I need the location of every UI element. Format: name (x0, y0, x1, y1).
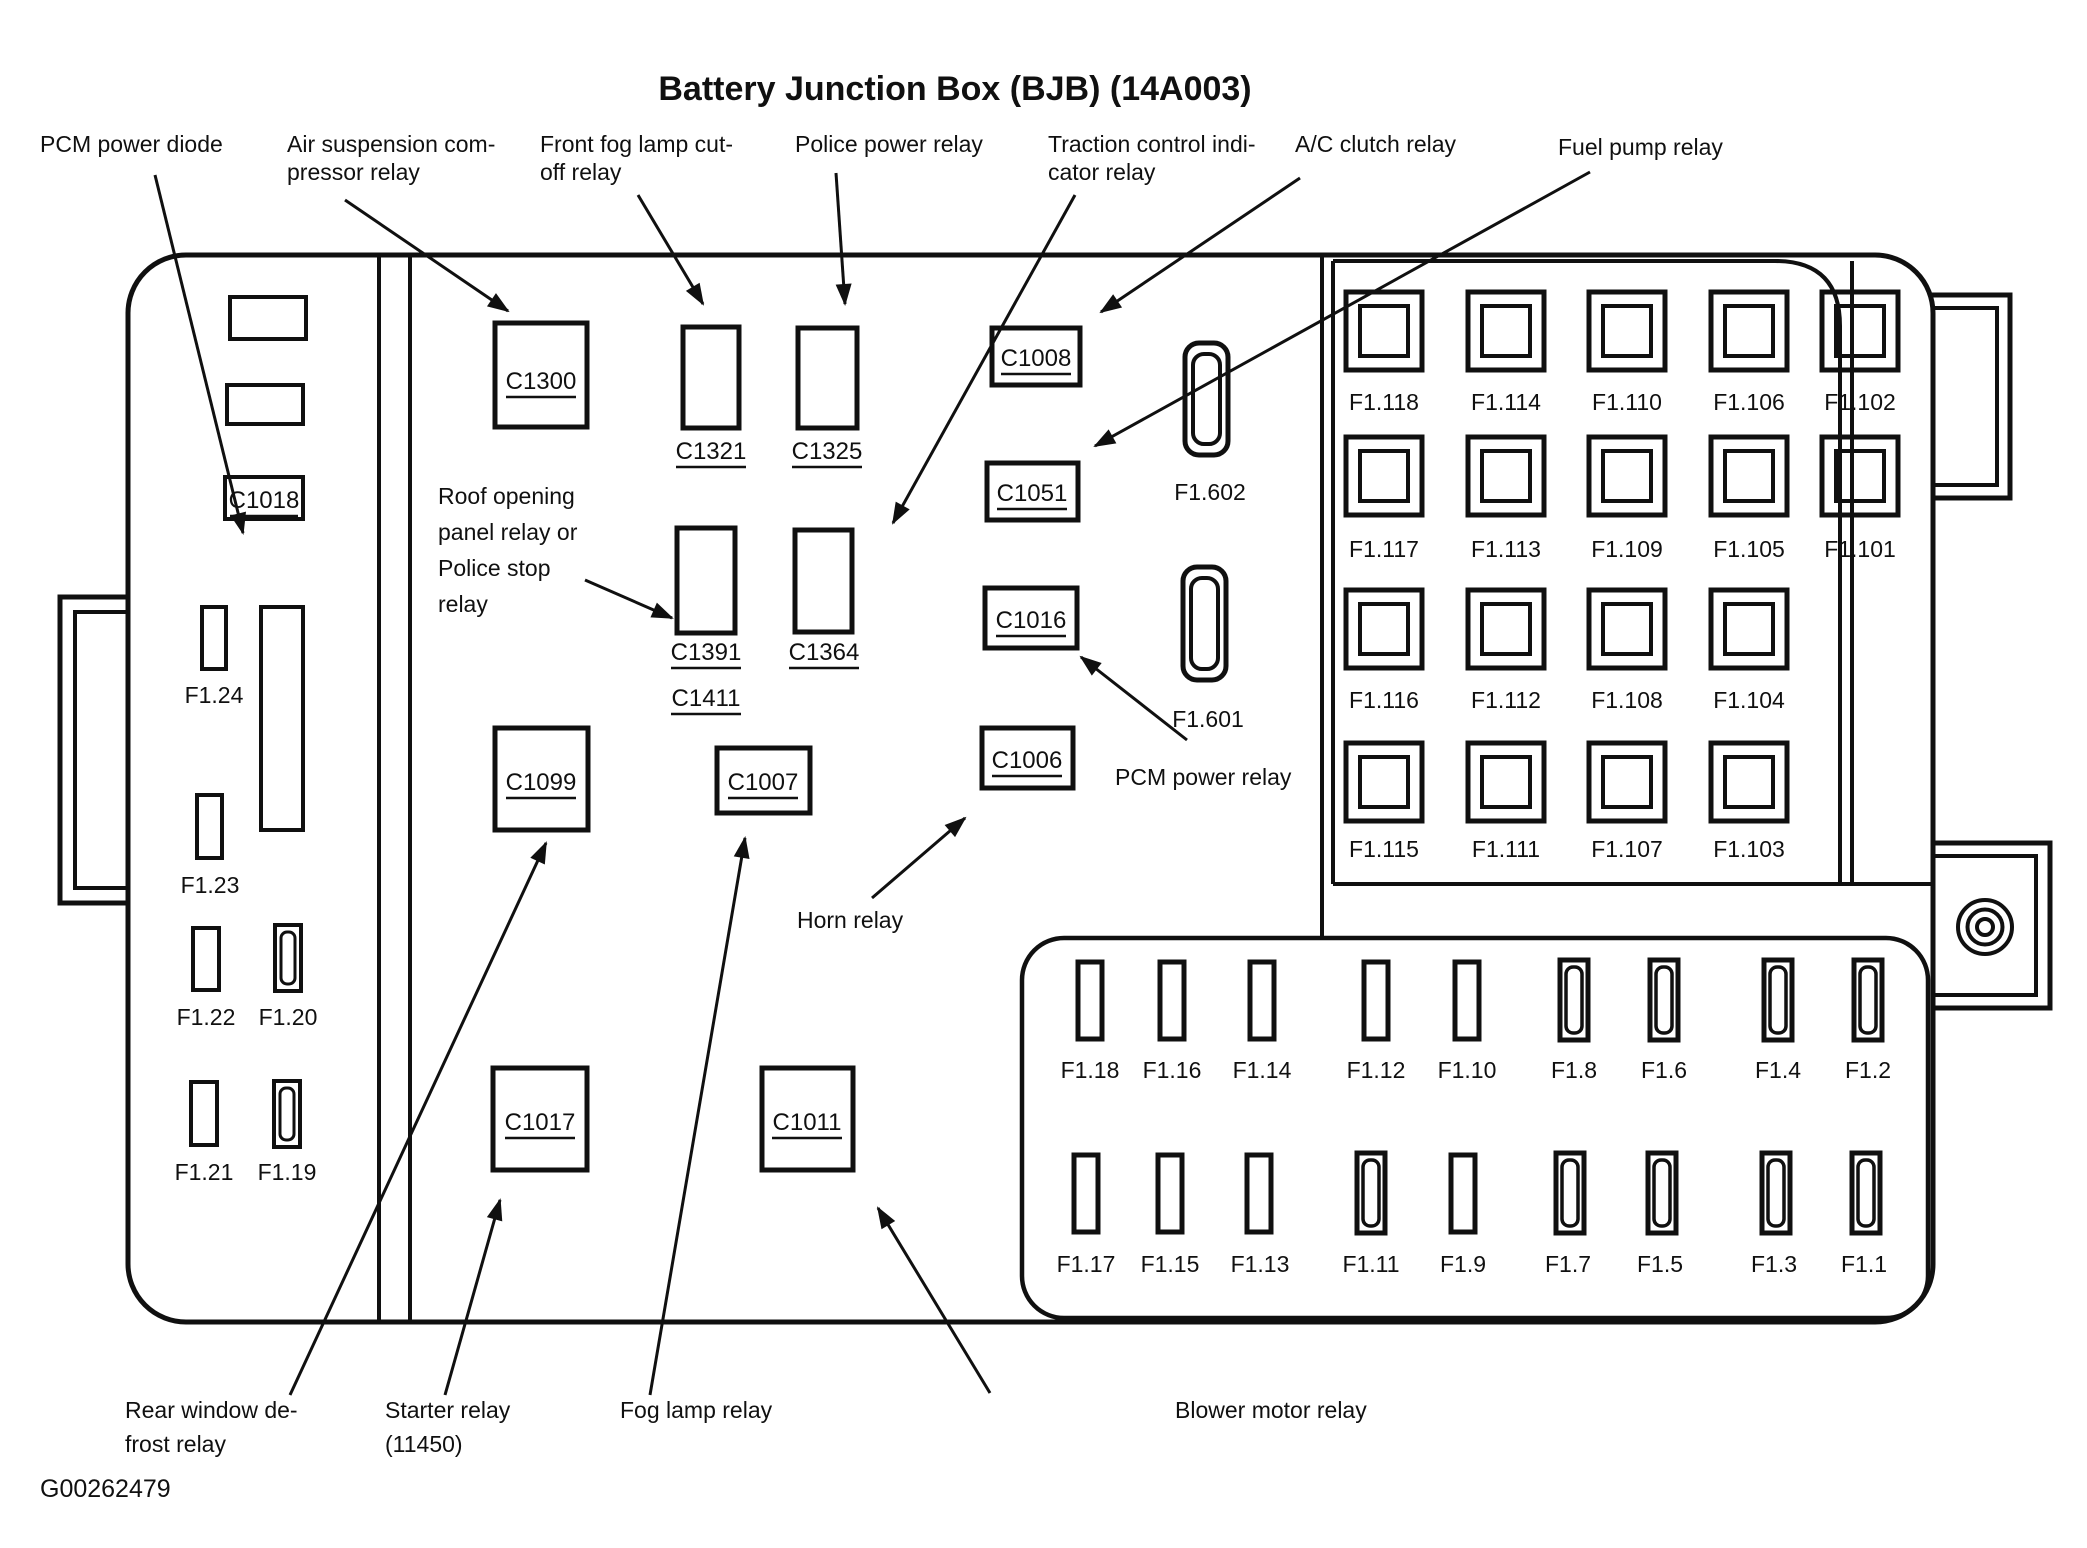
callout-air-suspension-line1: Air suspension com- (287, 131, 496, 157)
bottom-fuse-row-2 (1057, 1153, 1887, 1277)
grommet-circle-middle (1968, 910, 2003, 945)
fuse-f1-110 (1589, 292, 1665, 370)
fuse-f1-8-inner (1566, 967, 1582, 1033)
arrow-police-power (836, 173, 845, 304)
fuse-f1-118-label: F1.118 (1349, 389, 1419, 415)
fuse-f1-17-label: F1.17 (1056, 1251, 1116, 1277)
fuse-f1-22-label: F1.22 (176, 1004, 236, 1030)
fuse-f1-21 (191, 1082, 217, 1145)
fuse-f1-4-inner (1770, 967, 1786, 1033)
fuse-f1-117-label: F1.117 (1349, 536, 1419, 562)
connector-c1018-label: C1018 (228, 487, 300, 514)
fuse-f1-10-label: F1.10 (1437, 1057, 1497, 1083)
fuse-f1-7-label: F1.7 (1544, 1251, 1592, 1277)
fuse-f1-14-label: F1.14 (1232, 1057, 1292, 1083)
fuse-f1-3-label: F1.3 (1750, 1251, 1798, 1277)
arrow-starter (445, 1200, 500, 1395)
fuse-f1-107 (1589, 743, 1665, 821)
left-mount-tab-outer (60, 597, 130, 903)
fuse-f1-8 (1560, 960, 1588, 1040)
callout-roof-line1: Roof opening (438, 483, 575, 509)
fuse-f1-16-label: F1.16 (1142, 1057, 1202, 1083)
fuse-f1-2-label: F1.2 (1844, 1057, 1892, 1083)
fuse-f1-23 (197, 795, 222, 858)
callout-starter-line2: (11450) (385, 1431, 463, 1457)
fuse-f1-20 (275, 925, 301, 991)
callout-blower-motor: Blower motor relay (1175, 1397, 1367, 1423)
arrow-roof-opening (585, 580, 672, 618)
arrow-ac-clutch (1101, 178, 1300, 312)
fuse-f1-14 (1250, 962, 1274, 1039)
fuse-f1-114-inner (1482, 306, 1530, 356)
fuse-f1-108-inner (1603, 604, 1651, 654)
fuse-f1-108 (1589, 590, 1665, 668)
fuse-f1-115 (1346, 743, 1422, 821)
left-relay-slot-tall (261, 607, 303, 830)
fuse-f1-101 (1822, 437, 1898, 515)
fuse-f1-111-inner (1482, 757, 1530, 807)
callout-front-fog-line1: Front fog lamp cut- (540, 131, 734, 157)
fuse-f1-23-label: F1.23 (180, 872, 240, 898)
fuse-grid-row-3 (1346, 590, 1787, 713)
fuse-f1-114-label: F1.114 (1471, 389, 1541, 415)
fuse-f1-113 (1468, 437, 1544, 515)
fuse-f1-4-label: F1.4 (1754, 1057, 1802, 1083)
fuse-f1-20-inner (281, 932, 295, 984)
callout-front-fog-line2: off relay (540, 159, 622, 185)
arrow-pcm-power-diode (155, 175, 243, 533)
fuse-f1-13 (1247, 1155, 1271, 1232)
fuse-f1-7-inner (1562, 1160, 1578, 1226)
fuse-f1-113-label: F1.113 (1471, 536, 1541, 562)
diagram-title: Battery Junction Box (BJB) (14A003) (658, 70, 1252, 108)
connector-c1364-label: C1364 (788, 639, 860, 666)
fuse-f1-116 (1346, 590, 1422, 668)
fuse-f1-6 (1650, 960, 1678, 1040)
fuse-f1-105-inner (1725, 451, 1773, 501)
connector-c1411-label: C1411 (671, 685, 741, 712)
callout-rear-window-line2: frost relay (125, 1431, 226, 1457)
fuse-f1-1-inner (1858, 1160, 1874, 1226)
connector-c1006-label: C1006 (991, 747, 1063, 774)
bottom-fuse-row-1 (1061, 960, 1891, 1083)
fuse-f1-109 (1589, 437, 1665, 515)
grommet-circle-inner (1977, 919, 1993, 935)
fuse-f1-104 (1711, 590, 1787, 668)
connector-c1011-label: C1011 (772, 1109, 842, 1136)
fuse-f1-104-inner (1725, 604, 1773, 654)
fuse-f1-112 (1468, 590, 1544, 668)
connector-c1325-box (798, 328, 857, 428)
fuse-f1-101-label: F1.101 (1824, 536, 1896, 562)
left-mount-tab-inner (75, 612, 130, 888)
fuse-f1-15 (1158, 1155, 1182, 1232)
fuse-f1-9 (1451, 1155, 1475, 1232)
fuse-f1-6-label: F1.6 (1640, 1057, 1688, 1083)
fuse-f1-107-inner (1603, 757, 1651, 807)
fuse-f1-102-label: F1.102 (1824, 389, 1896, 415)
fuse-f1-113-inner (1482, 451, 1530, 501)
callout-traction-line2: cator relay (1048, 159, 1156, 185)
left-slot-top (230, 297, 306, 339)
grommet-tab-inner (1931, 856, 2036, 995)
arrow-fog-lamp (650, 838, 745, 1395)
connector-c1017-label: C1017 (504, 1109, 576, 1136)
fuse-f1-601-label: F1.601 (1172, 706, 1244, 732)
fuse-f1-102 (1822, 292, 1898, 370)
fuse-f1-102-inner (1836, 306, 1884, 356)
callout-ac-clutch: A/C clutch relay (1295, 131, 1457, 157)
callout-pcm-power-relay: PCM power relay (1115, 764, 1292, 790)
fuse-f1-9-label: F1.9 (1439, 1251, 1487, 1277)
fuse-f1-115-inner (1360, 757, 1408, 807)
connector-c1321-label: C1321 (675, 438, 747, 465)
connector-c1099-label: C1099 (505, 769, 577, 796)
fuse-f1-5-inner (1654, 1160, 1670, 1226)
left-slot-second (227, 385, 303, 424)
fuse-f1-2 (1854, 960, 1882, 1040)
connector-c1391-box (677, 528, 735, 633)
fuse-f1-8-label: F1.8 (1550, 1057, 1598, 1083)
fuse-f1-117 (1346, 437, 1422, 515)
fuse-f1-24 (202, 607, 226, 669)
fuse-f1-101-inner (1836, 451, 1884, 501)
fuse-f1-7 (1556, 1153, 1584, 1233)
fuse-grid-row-2 (1346, 437, 1898, 562)
fuse-f1-10 (1455, 962, 1479, 1039)
fuse-f1-20-label: F1.20 (258, 1004, 318, 1030)
fuse-f1-18 (1078, 962, 1102, 1039)
connector-c1051-label: C1051 (996, 480, 1068, 507)
connector-c1300-label: C1300 (505, 368, 577, 395)
fuse-f1-13-label: F1.13 (1230, 1251, 1290, 1277)
connector-c1325-label: C1325 (791, 438, 863, 465)
fuse-f1-1 (1852, 1153, 1880, 1233)
fuse-f1-116-inner (1360, 604, 1408, 654)
fuse-f1-106 (1711, 292, 1787, 370)
callout-roof-line3: Police stop (438, 555, 551, 581)
fuse-f1-21-label: F1.21 (174, 1159, 234, 1185)
fuse-f1-18-label: F1.18 (1060, 1057, 1120, 1083)
fuse-f1-6-inner (1656, 967, 1672, 1033)
fuse-f1-107-label: F1.107 (1591, 836, 1663, 862)
fuse-f1-602-label: F1.602 (1174, 479, 1246, 505)
connector-c1364-box (795, 530, 852, 632)
fuse-f1-5 (1648, 1153, 1676, 1233)
callout-fuel-pump: Fuel pump relay (1558, 134, 1723, 160)
fuse-f1-112-label: F1.112 (1471, 687, 1541, 713)
fuse-f1-105 (1711, 437, 1787, 515)
callout-horn-relay: Horn relay (797, 907, 904, 933)
fuse-f1-114 (1468, 292, 1544, 370)
fuse-f1-109-inner (1603, 451, 1651, 501)
fuse-f1-105-label: F1.105 (1713, 536, 1785, 562)
fuse-f1-103-label: F1.103 (1713, 836, 1785, 862)
arrow-front-fog (638, 195, 703, 304)
connector-c1007-label: C1007 (727, 769, 799, 796)
fuse-f1-117-inner (1360, 451, 1408, 501)
fuse-f1-24-label: F1.24 (184, 682, 244, 708)
fuse-f1-106-label: F1.106 (1713, 389, 1785, 415)
arrow-pcm-power-relay (1081, 657, 1187, 740)
fuse-f1-110-label: F1.110 (1592, 389, 1662, 415)
callout-traction-line1: Traction control indi- (1048, 131, 1256, 157)
fuse-f1-11-inner (1363, 1160, 1379, 1226)
callout-air-suspension-line2: pressor relay (287, 159, 420, 185)
fuse-f1-19-inner (280, 1088, 294, 1140)
fuse-f1-112-inner (1482, 604, 1530, 654)
connector-c1321-box (683, 327, 739, 428)
fuse-f1-5-label: F1.5 (1636, 1251, 1684, 1277)
fuse-f1-15-label: F1.15 (1140, 1251, 1200, 1277)
fuse-grid-row-4 (1346, 743, 1787, 862)
arrow-horn-relay (872, 818, 965, 898)
callout-rear-window-line1: Rear window de- (125, 1397, 298, 1423)
connector-c1016-label: C1016 (995, 607, 1067, 634)
right-top-tab-inner (1931, 308, 1997, 485)
fuse-f1-16 (1160, 962, 1184, 1039)
fuse-f1-17 (1074, 1155, 1098, 1232)
connector-c1391-label: C1391 (670, 639, 742, 666)
fuse-f1-116-label: F1.116 (1349, 687, 1419, 713)
fuse-f1-1-label: F1.1 (1840, 1251, 1888, 1277)
callout-roof-line2: panel relay or (438, 519, 578, 545)
callout-fog-lamp: Fog lamp relay (620, 1397, 773, 1423)
fuse-grid-row-1 (1346, 292, 1898, 415)
fuse-f1-108-label: F1.108 (1591, 687, 1663, 713)
fuse-f1-111 (1468, 743, 1544, 821)
fuse-f1-2-inner (1860, 967, 1876, 1033)
fuse-f1-111-label: F1.111 (1471, 836, 1541, 862)
fuse-f1-11 (1357, 1153, 1385, 1233)
fuse-f1-110-inner (1603, 306, 1651, 356)
figure-id: G00262479 (40, 1475, 171, 1503)
fuse-f1-12-label: F1.12 (1346, 1057, 1406, 1083)
fuse-f1-103-inner (1725, 757, 1773, 807)
fuse-f1-118-inner (1360, 306, 1408, 356)
callout-pcm-power-diode: PCM power diode (40, 131, 223, 157)
callout-police-power: Police power relay (795, 131, 983, 157)
fuse-f1-19 (274, 1081, 300, 1147)
fuse-f1-602-inner (1193, 354, 1220, 444)
arrow-blower-motor (878, 1208, 990, 1393)
fuse-f1-109-label: F1.109 (1591, 536, 1663, 562)
fuse-f1-11-label: F1.11 (1342, 1251, 1400, 1277)
fuse-f1-19-label: F1.19 (257, 1159, 317, 1185)
callout-starter-line1: Starter relay (385, 1397, 511, 1423)
fuse-f1-118 (1346, 292, 1422, 370)
fuse-f1-104-label: F1.104 (1713, 687, 1785, 713)
fuse-f1-12 (1364, 962, 1388, 1039)
fuse-f1-3-inner (1768, 1160, 1784, 1226)
fuse-f1-4 (1764, 960, 1792, 1040)
connector-c1008-label: C1008 (1000, 345, 1072, 372)
fuse-f1-601-inner (1191, 578, 1218, 669)
grommet-tab-outer (1931, 843, 2050, 1008)
fuse-f1-106-inner (1725, 306, 1773, 356)
callout-roof-line4: relay (438, 591, 488, 617)
fuse-f1-22 (193, 928, 219, 990)
fuse-f1-115-label: F1.115 (1349, 836, 1419, 862)
fuse-f1-103 (1711, 743, 1787, 821)
fuse-f1-3 (1762, 1153, 1790, 1233)
